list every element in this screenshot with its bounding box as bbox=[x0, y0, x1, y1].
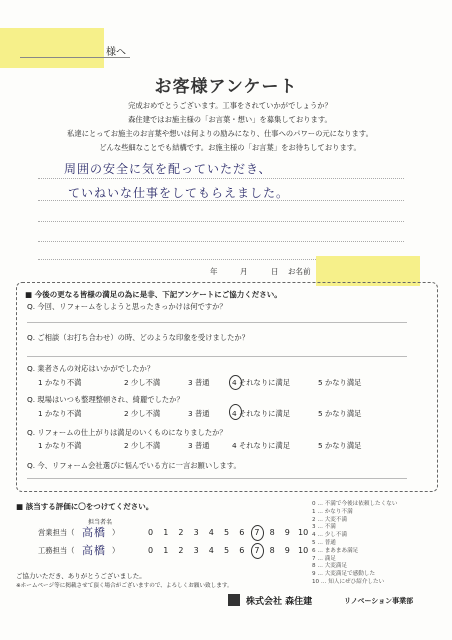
option-1[interactable]: 1 かなり不満 bbox=[38, 441, 82, 450]
date-year-label: 年 bbox=[210, 267, 218, 276]
intro-line: 完成おめでとうございます。工事をされていかがでしょうか？ bbox=[128, 101, 332, 110]
option-1[interactable]: 1 かなり不満 bbox=[38, 378, 82, 387]
question-3: Q. 業者さんの対応はいかがでしたか？ bbox=[27, 364, 155, 373]
selected-rating-circle bbox=[251, 543, 264, 559]
selected-rating-circle bbox=[251, 525, 264, 541]
company-name: 株式会社 森住建 bbox=[246, 597, 313, 607]
rating-number[interactable]: 1 bbox=[163, 528, 169, 537]
intro-line: 森住建ではお施主様の「お言葉・想い」を募集しております。 bbox=[128, 115, 332, 124]
answer-line bbox=[27, 356, 407, 357]
rating-number[interactable]: 10 bbox=[298, 546, 309, 555]
intro-line: どんな些細なことでも結構です。お施主様の「お言葉」をお待ちしております。 bbox=[99, 143, 361, 152]
question-6: Q. 今、リフォーム会社選びに悩んでいる方に一言お願いします。 bbox=[27, 461, 241, 470]
rating-number[interactable]: 7 bbox=[254, 546, 260, 555]
option-5[interactable]: 5 かなり満足 bbox=[318, 409, 362, 418]
writing-line bbox=[38, 178, 404, 179]
handwritten-comment-line: 周囲の安全に気を配っていただき、 bbox=[64, 162, 272, 176]
rating-number[interactable]: 3 bbox=[193, 546, 199, 555]
scale-item: 8 … 大変満足 bbox=[312, 563, 348, 570]
rating-number[interactable]: 2 bbox=[178, 528, 184, 537]
scale-item: 2 … 大変不満 bbox=[312, 516, 348, 523]
staff-label: 担当者名 bbox=[88, 519, 113, 526]
selected-circle bbox=[229, 404, 242, 420]
option-4[interactable]: 4 それなりに満足 bbox=[232, 441, 291, 450]
option-4[interactable]: 4 それなりに満足 bbox=[232, 378, 291, 387]
rating-number[interactable]: 6 bbox=[239, 546, 245, 555]
scale-item: 10 … 知人にぜひ紹介したい bbox=[312, 578, 385, 585]
handwritten-comment-line: ていねいな仕事をしてもらえました。 bbox=[68, 186, 290, 200]
rating-number[interactable]: 3 bbox=[193, 528, 199, 537]
name-label: お名前 bbox=[288, 267, 311, 276]
option-2[interactable]: 2 少し不満 bbox=[124, 378, 161, 387]
option-3[interactable]: 3 普通 bbox=[188, 378, 210, 387]
option-5[interactable]: 5 かなり満足 bbox=[318, 378, 362, 387]
construction-label: 工務担当（ bbox=[38, 546, 75, 555]
sales-label: 営業担当（ bbox=[38, 528, 75, 537]
rating-number[interactable]: 1 bbox=[163, 546, 169, 555]
option-1[interactable]: 1 かなり不満 bbox=[38, 409, 82, 418]
rating-heading: ■ 該当する評価に〇をつけてください。 bbox=[16, 502, 154, 511]
note-text: ※ホームページ等に掲載させて頂く場合がございますので、よろしくお願い致します。 bbox=[16, 583, 233, 589]
highlight-redaction bbox=[0, 28, 104, 68]
option-3[interactable]: 3 普通 bbox=[188, 441, 210, 450]
rating-number[interactable]: 0 bbox=[148, 528, 154, 537]
division-name: リノベーション事業部 bbox=[344, 597, 414, 605]
option-5[interactable]: 5 かなり満足 bbox=[318, 441, 362, 450]
rating-scale-legend bbox=[312, 501, 397, 587]
writing-line bbox=[38, 241, 404, 242]
question-2: Q. ご相談（お打ち合わせ）の時、どのような印象を受けましたか？ bbox=[27, 333, 249, 342]
construction-staff-name: 高橋 bbox=[82, 544, 106, 557]
rating-number[interactable]: 4 bbox=[208, 528, 214, 537]
rating-number[interactable]: 5 bbox=[224, 546, 230, 555]
rating-number[interactable]: 8 bbox=[269, 546, 275, 555]
addressee-suffix: 様へ bbox=[106, 47, 126, 58]
answer-line bbox=[27, 478, 407, 479]
rating-number[interactable]: 0 bbox=[148, 546, 154, 555]
page-title: お客様アンケート bbox=[154, 77, 298, 97]
question-5: Q. リフォームの仕上がりは満足のいくものになりましたか？ bbox=[27, 428, 227, 437]
scale-item: 6 … まあまあ満足 bbox=[312, 547, 359, 554]
rating-number[interactable]: 4 bbox=[208, 546, 214, 555]
rating-number[interactable]: 9 bbox=[284, 546, 290, 555]
sales-staff-name: 高橋 bbox=[82, 526, 106, 539]
date-month-label: 月 bbox=[240, 267, 248, 276]
rating-number[interactable]: 6 bbox=[239, 528, 245, 537]
option-4[interactable]: 4 それなりに満足 bbox=[232, 409, 291, 418]
company-logo-icon bbox=[228, 594, 240, 606]
rating-number[interactable]: 5 bbox=[224, 528, 230, 537]
answer-line bbox=[27, 322, 407, 323]
scale-item: 0 … 不満で今後は依頼したくない bbox=[312, 501, 398, 507]
option-3[interactable]: 3 普通 bbox=[188, 409, 210, 418]
writing-line bbox=[38, 221, 404, 222]
question-4: Q. 現場はいつも整理整頓され、綺麗でしたか？ bbox=[27, 395, 184, 404]
question-1: Q. 今回、リフォームをしようと思ったきっかけは何ですか？ bbox=[27, 302, 227, 311]
writing-line bbox=[38, 200, 404, 201]
option-2[interactable]: 2 少し不満 bbox=[124, 441, 161, 450]
rating-number[interactable]: 7 bbox=[254, 528, 260, 537]
survey-heading: ■ 今後の更なる皆様の満足の為に是非、下記アンケートにご協力ください。 bbox=[25, 290, 282, 299]
closing-text bbox=[16, 571, 233, 591]
scale-item: 3 … 不満 bbox=[312, 524, 336, 531]
scale-item: 9 … 大変満足で感動した bbox=[312, 571, 376, 578]
option-2[interactable]: 2 少し不満 bbox=[124, 409, 161, 418]
selected-circle bbox=[229, 375, 242, 390]
intro-line: 私達にとってお施主のお言葉や想いは何よりの励みになり、仕事へのパワーの元になります。 bbox=[67, 129, 373, 138]
rating-number[interactable]: 8 bbox=[269, 528, 275, 537]
scale-item: 1 … かなり不満 bbox=[312, 508, 353, 515]
rating-number[interactable]: 9 bbox=[284, 528, 290, 537]
thanks-text: ご協力いただき、ありがとうございました。 bbox=[16, 572, 146, 580]
rating-number[interactable]: 10 bbox=[298, 528, 309, 537]
intro-text bbox=[60, 99, 440, 155]
construction-label-close: ） bbox=[112, 546, 120, 555]
scale-item: 5 … 普通 bbox=[312, 539, 336, 546]
scale-item: 7 … 満足 bbox=[312, 555, 336, 562]
rating-number[interactable]: 2 bbox=[178, 546, 184, 555]
date-day-label: 日 bbox=[271, 267, 279, 276]
sales-label-close: ） bbox=[112, 528, 120, 537]
scale-item: 4 … 少し不満 bbox=[312, 532, 348, 539]
